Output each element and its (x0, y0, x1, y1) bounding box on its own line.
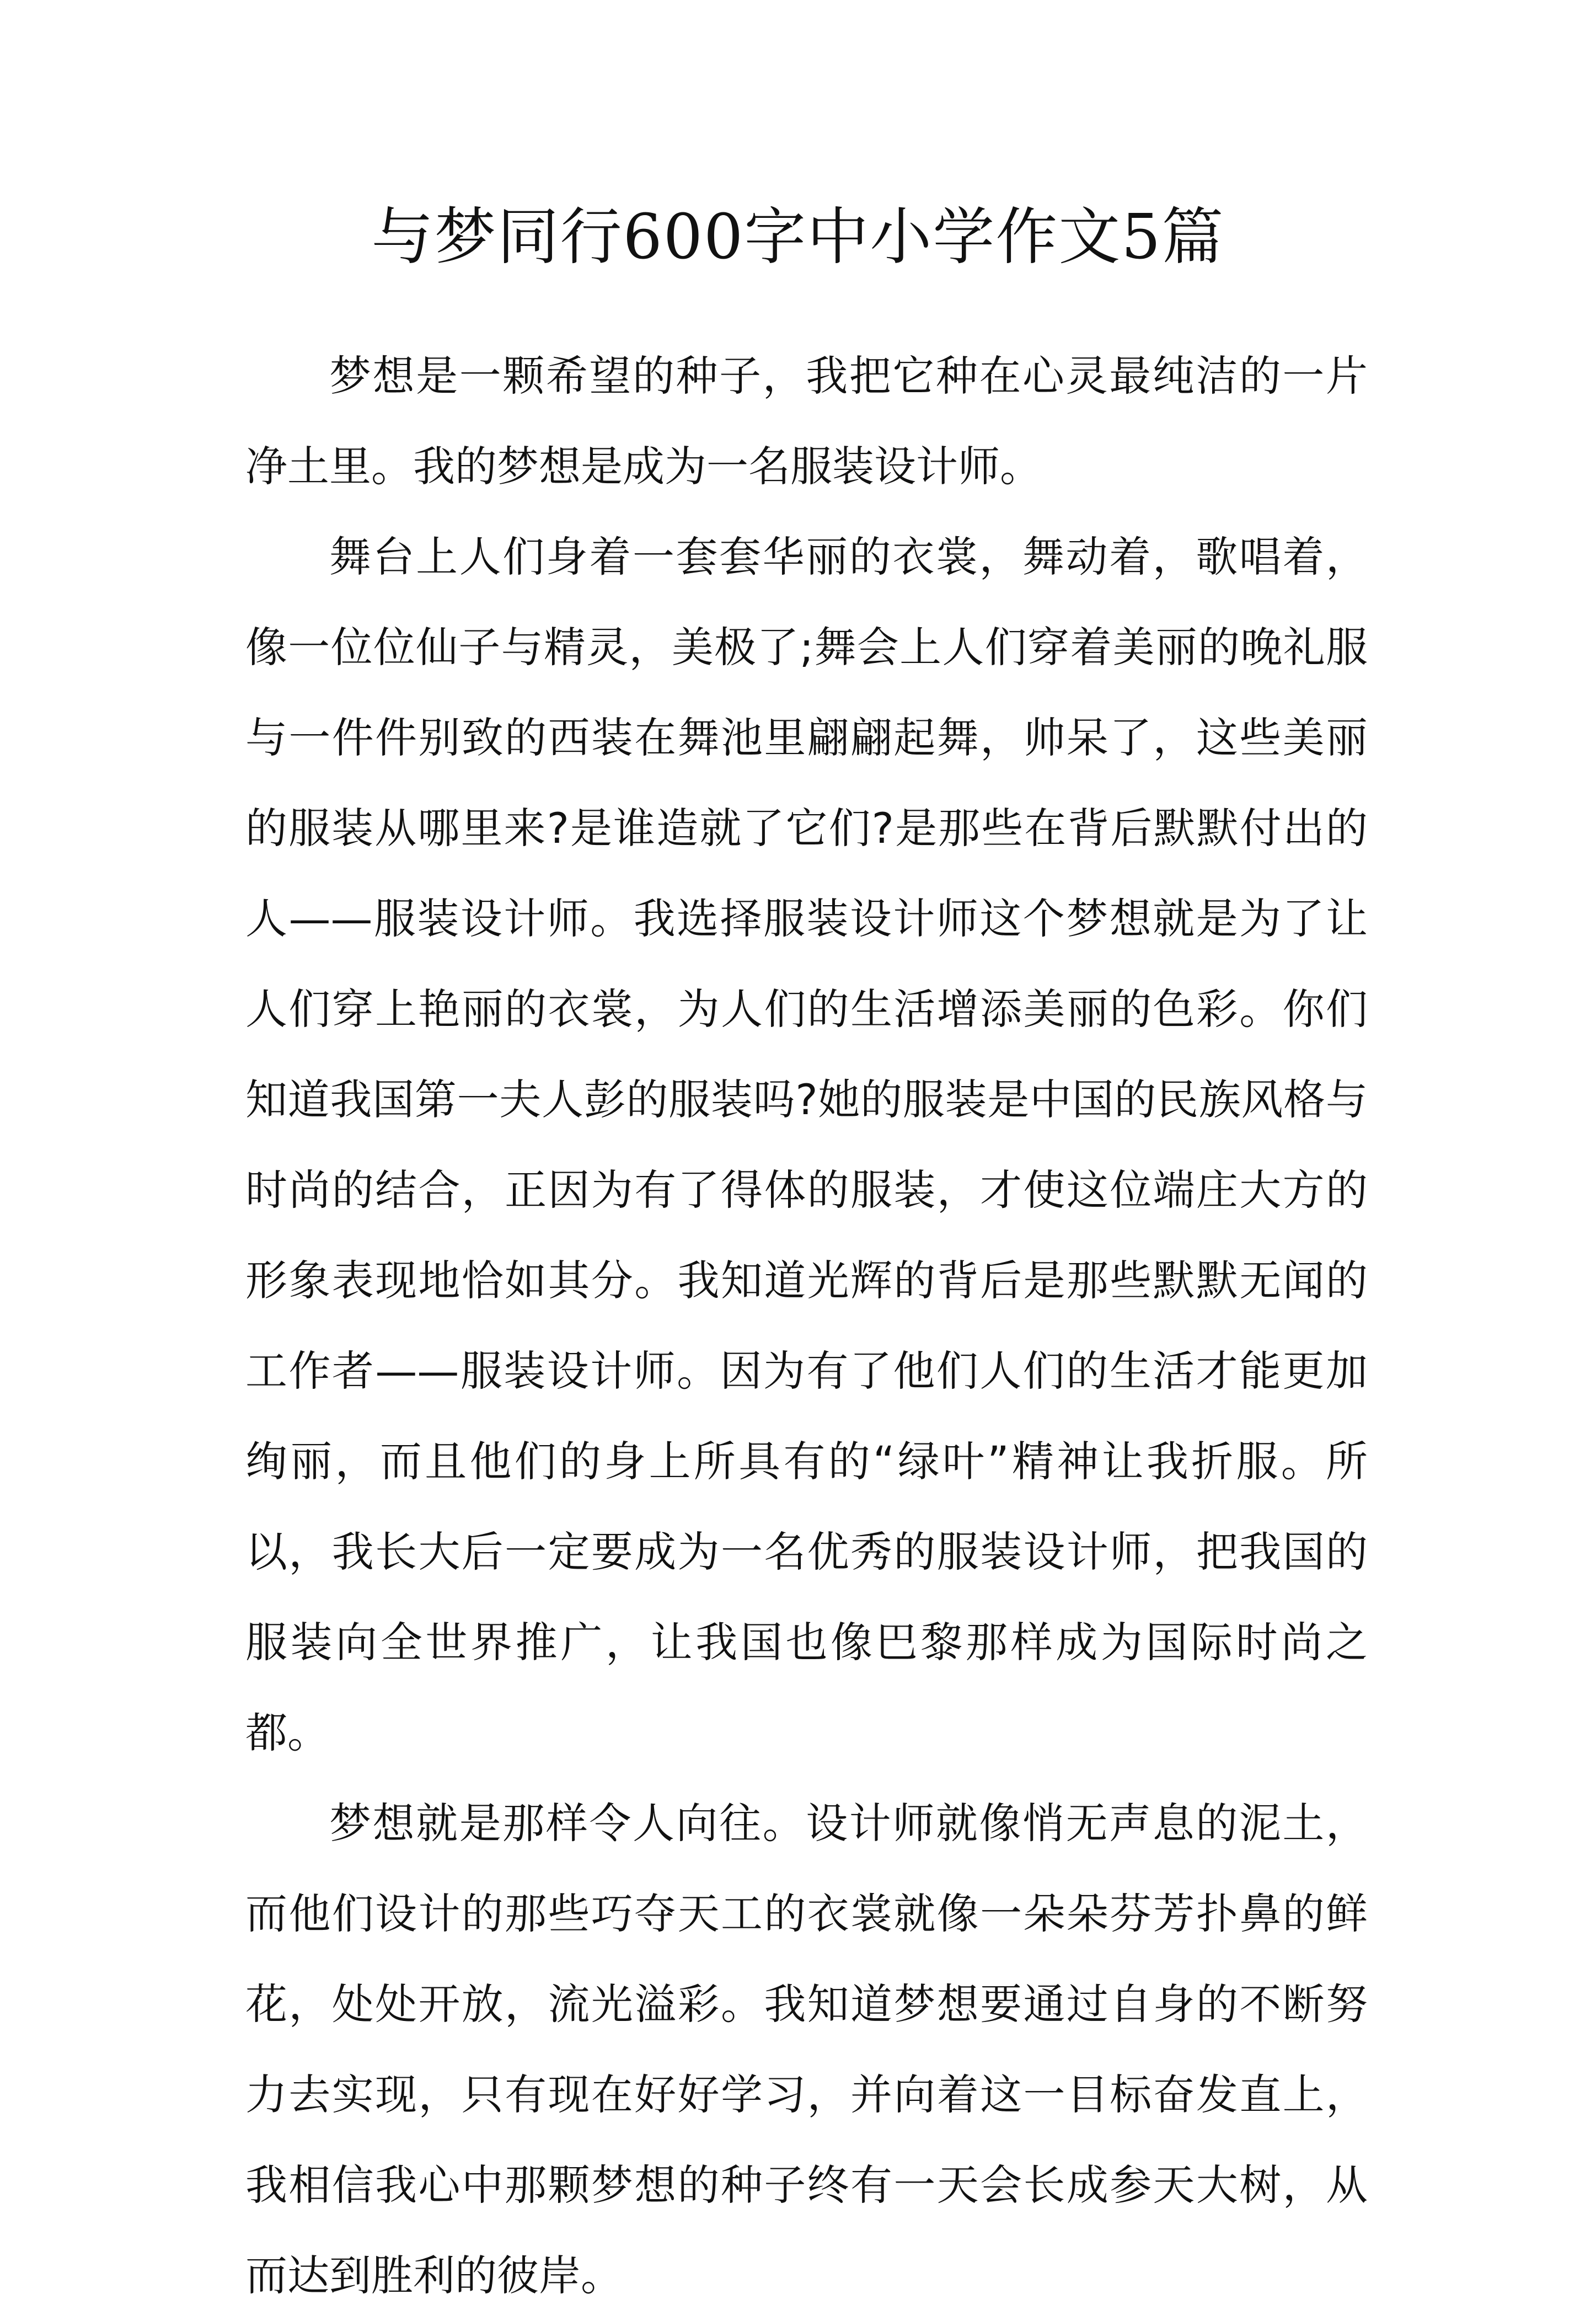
document-body (245, 331, 1368, 2321)
paragraph-3: 梦想就是那样令人向往。设计师就像悄无声息的泥土，而他们设计的那些巧夺天工的衣裳就像一朵朵芬芳扑鼻的鲜花，处处开放，流光溢彩。我知道梦想要通过自身的不断努力去实现，只有现在好好学习，并向着这一目标奋发直上，我相信我心中那颗梦想的种子终有一天会长成参天大树，从而达到胜利的彼岸。 (245, 1799, 1368, 2300)
paragraph-1: 梦想是一颗希望的种子，我把它种在心灵最纯洁的一片净土里。我的梦想是成为一名服装设计师。 (245, 351, 1368, 491)
paragraph-2: 舞台上人们身着一套套华丽的衣裳，舞动着，歌唱着，像一位位仙子与精灵，美极了;舞会上人们穿着美丽的晚礼服与一件件别致的西装在舞池里翩翩起舞，帅呆了，这些美丽的服装从哪里来?是谁造就了它们?是那些在背后默默付出的人——服装设计师。我选择服装设计师这个梦想就是为了让人们穿上艳丽的衣裳，为人们的生活增添美丽的色彩。你们知道我国第一夫人彭的服装吗?她的服装是中国的民族风格与时尚的结合，正因为有了得体的服装，才使这位端庄大方的形象表现地恰如其分。我知道光辉的背后是那些默默无闻的工作者——服装设计师。因为有了他们人们的生活才能更加绚丽，而且他们的身上所具有的“绿叶”精神让我折服。所以，我长大后一定要成为一名优秀的服装设计师，把我国的服装向全世界推广，让我国也像巴黎那样成为国际时尚之都。 (245, 532, 1368, 1757)
document-title: 与梦同行600字中小学作文5篇 (371, 201, 1225, 273)
